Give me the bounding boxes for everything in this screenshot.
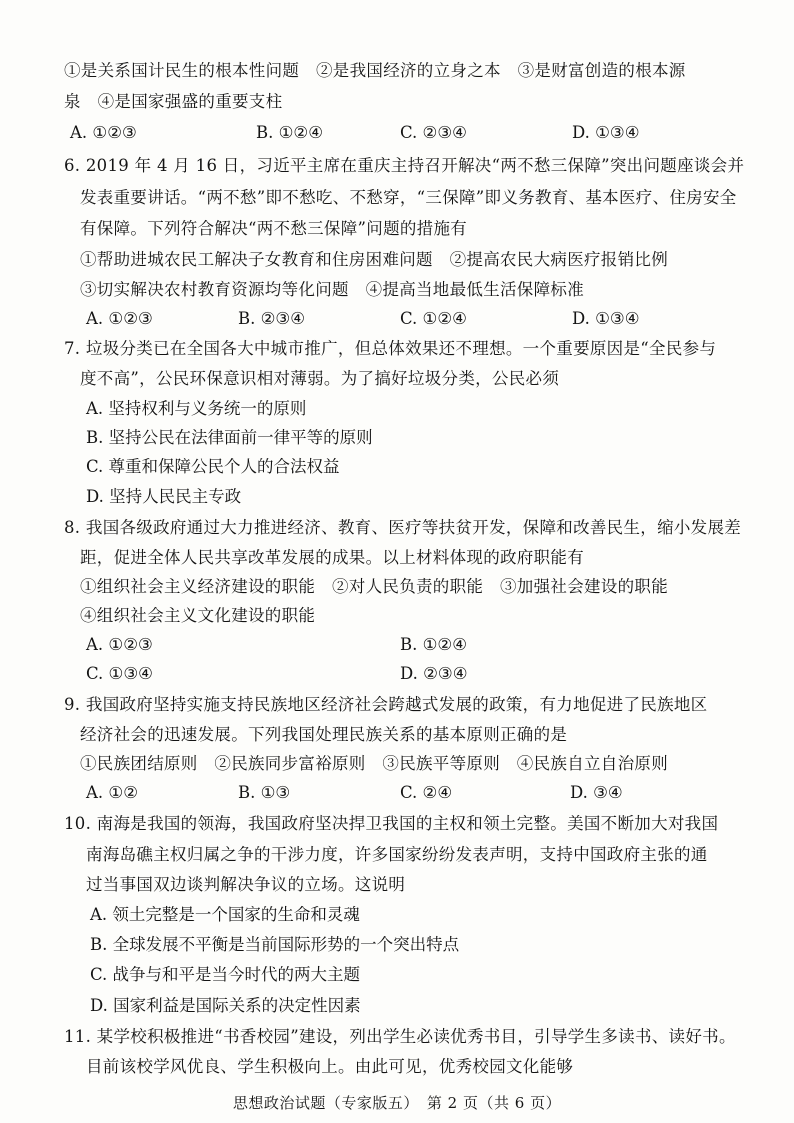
q9-option-a: A. ①② bbox=[86, 783, 138, 802]
q6-line-2: 发表重要讲话。“两不愁”即不愁吃、不愁穿，“三保障”即义务教育、基本医疗、住房安全 bbox=[80, 188, 737, 207]
page-footer: 思想政治试题（专家版五） 第 2 页（共 6 页） bbox=[232, 1094, 562, 1112]
q10-option-a: A. 领土完整是一个国家的生命和灵魂 bbox=[90, 905, 360, 924]
q10-line-3: 过当事国双边谈判解决争议的立场。这说明 bbox=[86, 875, 406, 894]
q5-option-d: D. ①③④ bbox=[572, 123, 640, 142]
q5-option-b: B. ①②④ bbox=[256, 123, 323, 142]
q11-line-2: 目前该校学风优良、学生积极向上。由此可见，优秀校园文化能够 bbox=[86, 1057, 574, 1076]
q8-option-c: C. ①③④ bbox=[86, 664, 153, 683]
q9-line-2: 经济社会的迅速发展。下列我国处理民族关系的基本原则正确的是 bbox=[80, 725, 568, 744]
q5-option-a: A. ①②③ bbox=[70, 123, 137, 142]
q6-line-3: 有保障。下列符合解决“两不愁三保障”问题的措施有 bbox=[80, 219, 468, 238]
q7-line-2: 度不高”，公民环保意识相对薄弱。为了搞好垃圾分类，公民必须 bbox=[80, 369, 560, 388]
q8-item-1: ①组织社会主义经济建设的职能 ②对人民负责的职能 ③加强社会建设的职能 bbox=[80, 577, 668, 596]
q9-option-b: B. ①③ bbox=[238, 783, 291, 802]
q6-item-2: ③切实解决农村教育资源均等化问题 ④提高当地最低生活保障标准 bbox=[80, 280, 584, 299]
q7-option-b: B. 坚持公民在法律面前一律平等的原则 bbox=[86, 428, 373, 447]
q8-line-2: 距，促进全体人民共享改革发展的成果。以上材料体现的政府职能有 bbox=[80, 548, 584, 567]
q6-option-a: A. ①②③ bbox=[86, 309, 153, 328]
q8-option-b: B. ①②④ bbox=[400, 635, 467, 654]
q8-item-2: ④组织社会主义文化建设的职能 bbox=[80, 606, 316, 625]
q6-line-1: 6. 2019 年 4 月 16 日，习近平主席在重庆主持召开解决“两不愁三保障”突出问题座谈会并 bbox=[64, 156, 745, 175]
q9-line-1: 9. 我国政府坚持实施支持民族地区经济社会跨越式发展的政策，有力地促进了民族地区 bbox=[64, 695, 708, 714]
q9-option-c: C. ②④ bbox=[400, 783, 453, 802]
q9-items: ①民族团结原则 ②民族同步富裕原则 ③民族平等原则 ④民族自立自治原则 bbox=[80, 754, 668, 773]
q8-option-d: D. ②③④ bbox=[400, 664, 468, 683]
q5-option-c: C. ②③④ bbox=[400, 123, 467, 142]
q6-option-d: D. ①③④ bbox=[572, 309, 640, 328]
q7-line-1: 7. 垃圾分类已在全国各大中城市推广，但总体效果还不理想。一个重要原因是“全民参与 bbox=[64, 339, 717, 358]
q8-option-a: A. ①②③ bbox=[86, 635, 153, 654]
q10-line-1: 10. 南海是我国的领海，我国政府坚决捍卫我国的主权和领土完整。美国不断加大对我国 bbox=[64, 814, 719, 833]
q11-line-1: 11. 某学校积极推进“书香校园”建设，列出学生必读优秀书目，引导学生多读书、读好书。 bbox=[64, 1027, 736, 1046]
q10-line-2: 南海岛礁主权归属之争的干涉力度，许多国家纷纷发表声明，支持中国政府主张的通 bbox=[86, 845, 708, 864]
q6-option-b: B. ②③④ bbox=[238, 309, 305, 328]
q6-item-1: ①帮助进城农民工解决子女教育和住房困难问题 ②提高农民大病医疗报销比例 bbox=[80, 250, 668, 269]
q6-option-c: C. ①②④ bbox=[400, 309, 467, 328]
q5-line-2: 泉 ④是国家强盛的重要支柱 bbox=[64, 92, 283, 111]
q9-option-d: D. ③④ bbox=[570, 783, 623, 802]
q8-line-1: 8. 我国各级政府通过大力推进经济、教育、医疗等扶贫开发，保障和改善民生，缩小发展差 bbox=[64, 518, 742, 537]
q7-option-a: A. 坚持权利与义务统一的原则 bbox=[86, 399, 307, 418]
q10-option-c: C. 战争与和平是当今时代的两大主题 bbox=[90, 965, 361, 984]
q10-option-b: B. 全球发展不平衡是当前国际形势的一个突出特点 bbox=[90, 935, 460, 954]
q7-option-c: C. 尊重和保障公民个人的合法权益 bbox=[86, 457, 340, 476]
q10-option-d: D. 国家利益是国际关系的决定性因素 bbox=[90, 996, 361, 1015]
q5-line-1: ①是关系国计民生的根本性问题 ②是我国经济的立身之本 ③是财富创造的根本源 bbox=[64, 61, 686, 80]
q7-option-d: D. 坚持人民民主专政 bbox=[86, 487, 242, 506]
